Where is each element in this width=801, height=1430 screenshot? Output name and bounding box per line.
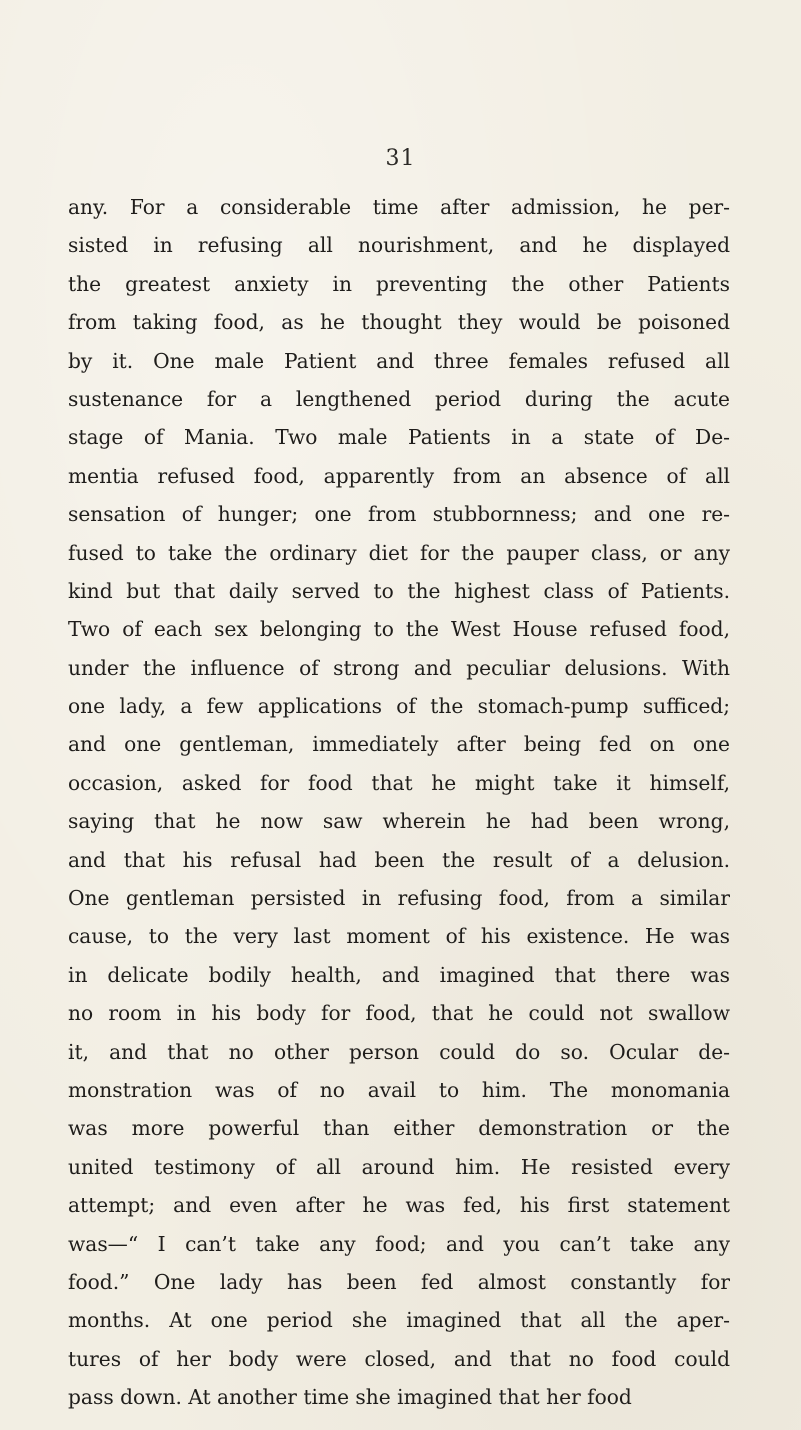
text-line: and that his refusal had been the result of a delusion.	[68, 847, 730, 872]
text-line: monstration was of no avail to him. The monomania	[68, 1077, 730, 1102]
text-line: kind but that daily served to the highest class of Patients.	[68, 578, 730, 603]
text-line: cause, to the very last moment of his existence. He was	[68, 924, 730, 949]
text-line: fused to take the ordinary diet for the pauper class, or any	[68, 540, 730, 565]
text-line: was—“ I can’t take any food; and you can’t take any	[68, 1231, 730, 1256]
text-line: months. At one period she imagined that all the aper-	[68, 1308, 730, 1333]
text-line: any. For a considerable time after admission, he per-	[68, 195, 730, 219]
text-line: One gentleman persisted in refusing food, from a similar	[68, 886, 730, 911]
text-line: it, and that no other person could do so. Ocular de-	[68, 1039, 730, 1064]
text-line: one lady, a few applications of the stomach-pump sufficed;	[68, 694, 730, 719]
text-line: attempt; and even after he was fed, his first statement	[68, 1193, 730, 1218]
text-line: and one gentleman, immediately after being fed on one	[68, 732, 730, 757]
text-line: food.” One lady has been fed almost constantly for	[68, 1269, 730, 1294]
text-line: under the influence of strong and peculiar delusions. With	[68, 655, 730, 680]
text-line: pass down. At another time she imagined that her food	[68, 1385, 632, 1410]
text-line: no room in his body for food, that he could not swallow	[68, 1001, 730, 1026]
text-line: in delicate bodily health, and imagined that there was	[68, 962, 730, 987]
text-line: sustenance for a lengthened period during the acute	[68, 386, 730, 411]
body-text	[68, 188, 730, 1417]
text-line: tures of her body were closed, and that no food could	[68, 1346, 730, 1371]
page-number: 31	[385, 146, 416, 171]
text-line: occasion, asked for food that he might take it himself,	[68, 770, 730, 795]
text-line: sensation of hunger; one from stubbornness; and one re-	[68, 502, 730, 527]
text-line: from taking food, as he thought they would be poisoned	[68, 310, 730, 335]
text-line: sisted in refusing all nourishment, and he displayed	[68, 233, 730, 258]
text-line: saying that he now saw wherein he had been wrong,	[68, 809, 730, 834]
text-line: stage of Mania. Two male Patients in a state of De-	[68, 425, 730, 450]
text-line: by it. One male Patient and three females refused all	[68, 348, 730, 373]
text-line: the greatest anxiety in preventing the other Patients	[68, 271, 730, 296]
text-line: Two of each sex belonging to the West House refused food,	[68, 617, 730, 642]
text-line: mentia refused food, apparently from an absence of all	[68, 463, 730, 488]
text-line: united testimony of all around him. He resisted every	[68, 1154, 730, 1179]
text-line: was more powerful than either demonstration or the	[68, 1116, 730, 1141]
